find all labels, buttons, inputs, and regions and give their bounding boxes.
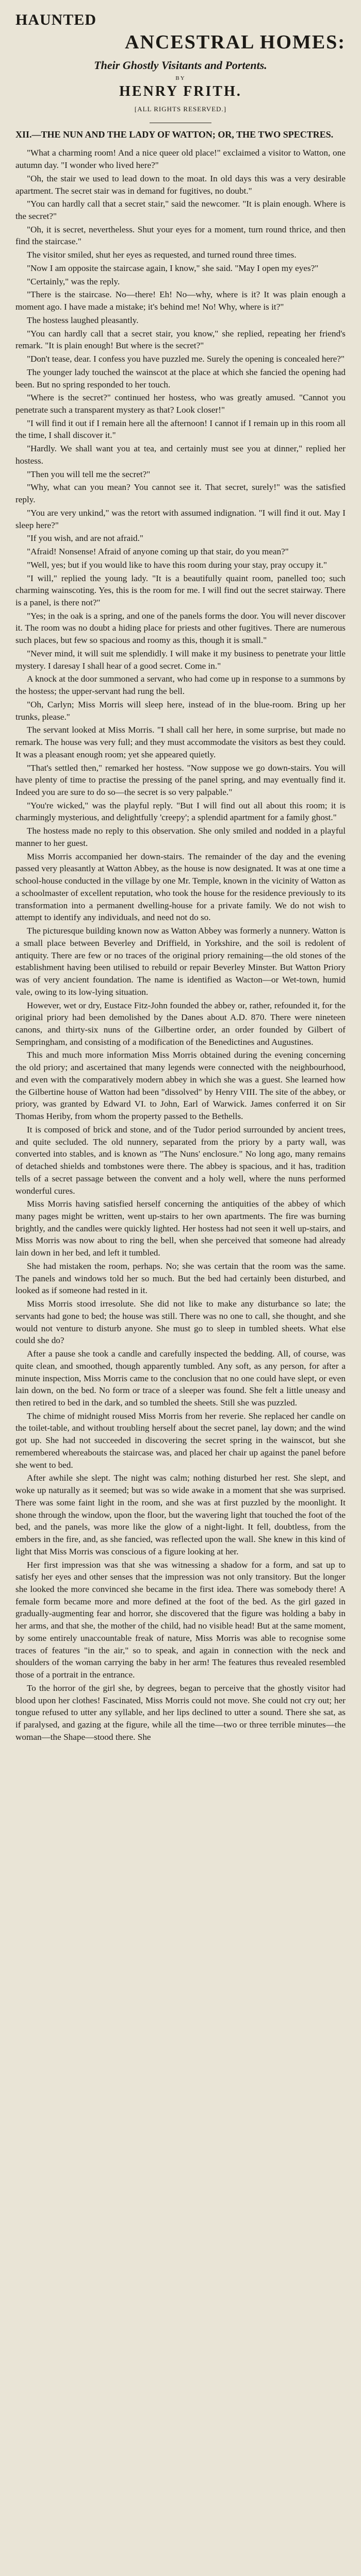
article-paragraph: Miss Morris stood irresolute. She did not like to make any disturbance so late; the servants had gone to bed; the house was still. There was no one to call, she thought, and she would not venture to disturb anyone. She must go to sleep in tumbled sheets. What else could she do? [15, 1299, 346, 1346]
article-paragraph: "Now I am opposite the staircase again, I know," she said. "May I open my eyes?" [27, 263, 319, 273]
article-paragraph: After a pause she took a candle and carefully inspected the bedding. All, of course, was quite clean, and smoothed, though apparently tumbled. Any soft, as any person, for after a minute inspection, Miss Morris came to the conclusion that no one could have slept, or even lain down, on the bed. No form or trace of a sleeper was found. She felt a little uneasy and then retired to bed in the dark, and so tumbled the sheets. Still she was puzzled. [15, 1349, 346, 1408]
author-name: HENRY FRITH. [119, 83, 242, 99]
article-paragraph: "Certainly," was the reply. [27, 276, 120, 286]
article-paragraph: "Yes; in the oak is a spring, and one of the panels forms the door. You will never discover it. The room was no doubt a hiding place for priests and other fugitives. There are numerous such places, but few so spacious and roomy as this, though it is small." [15, 611, 346, 646]
article-paragraph: "Where is the secret?" continued her hostess, who was greatly amused. "Cannot you penetrate such a transparent mystery as that? Look closer!" [15, 393, 346, 415]
article-paragraph: "Don't tease, dear. I confess you have puzzled me. Surely the opening is concealed here?" [27, 354, 345, 364]
article-body [15, 147, 346, 1743]
article-paragraph: "I will find it out if I remain here all the afternoon! I cannot if I remain up in this room all the time, I shall discover it." [15, 418, 346, 440]
article-paragraph: However, wet or dry, Eustace Fitz-John founded the abbey or, rather, refounded it, for the original priory had been demolished by the Danes about A.D. 870. There were nineteen canons, and thirty-six nuns of the Gilbertine order, an order founded by Gilbert of Sempringham, and consisting of a modification of the Benedictines and Augustines. [15, 1000, 346, 1047]
byline-by: BY [175, 75, 186, 81]
article-paragraph: Miss Morris accompanied her down-stairs. The remainder of the day and the evening passed very pleasantly at Watton Abbey, as the house is now designated. It was at one time a school-house conducted in the village by one Mr. Temple, known in the vicinity of Watton as a schoolmaster of excellent reputation, who took the house for the residence previously to its transformation into a permanent dwelling-house for a private family. We do not wish to attempt to identify any individuals, and need not do so. [15, 851, 346, 923]
article-paragraph: "There is the staircase. No—there! Eh! No—why, where is it? It was plain enough a moment ago. I have made a mistake; it's behind me! No! Why, where is it?" [15, 290, 346, 312]
article-paragraph: "Never mind, it will suit me splendidly. I will make it my business to penetrate your little mystery. I daresay I shall hear of a good secret. Come in." [15, 648, 346, 671]
article-paragraph: Miss Morris having satisfied herself concerning the antiquities of the abbey of which many pages might be written, went up-stairs to her own apartments. The fire was burning brightly, and the candles were quickly lighted. Her hostess had not seen it well up-stairs, and Miss Morris was now about to ring the bell, when she perceived that someone had already lain down in her bed, and left it tumbled. [15, 1199, 346, 1258]
article-paragraph: "You can hardly call that a secret stair," said the newcomer. "It is plain enough. Where is the secret?" [15, 199, 346, 221]
article-paragraph: "If you wish, and are not afraid." [27, 533, 143, 544]
article-paragraph: "You're wicked," was the playful reply. "But I will find out all about this room; it is charmingly mysterious, and delightfully 'creepy'; a splendid apartment for a family ghost." [15, 800, 346, 823]
article-paragraph: "Then you will tell me the secret?" [27, 469, 151, 479]
article-paragraph: "You are very unkind," was the retort with assumed indignation. "I will find it out. May I sleep here?" [15, 507, 346, 530]
article-paragraph: Her first impression was that she was witnessing a shadow for a form, and sat up to satisfy her eyes and other senses that the impression was not only transitory. But the longer she looked the more convinced she became in the first idea. There was somebody there! A female form became more and more defined at the foot of the bed. As the girl gazed in gradually-augmenting fear and horror, she discovered that the figure was holding a baby in her arms, and that she, the mother of the child, had no visible head! But at the same moment, by some entirely unaccountable freak of nature, Miss Morris was able to recognise some traces of features "in the air," so to speak, and again in connection with the neck and shoulders of the woman carrying the baby in her arm! The features thus revealed resembled those of a portrait in the entrance. [15, 1560, 346, 1680]
article-paragraph: After awhile she slept. The night was calm; nothing disturbed her rest. She slept, and woke up naturally as it seemed; but was so wide awake in a moment that she was surprised. There was some faint light in the room, and she was at first puzzled by the moonlight. It shone through the window, upon the floor, but the wavering light that touched the foot of the bed, and the panels, was more like the glow of a night-light. It fell, doubtless, from the embers in the fire, and, as she fancied, was reflected upon the wall. She knew in this kind of light that Miss Morris was conscious of a figure looking at her. [15, 1473, 346, 1556]
article-paragraph: A knock at the door summoned a servant, who had come up in response to a summons by the hostess; the upper-servant had rung the bell. [15, 674, 346, 697]
article-paragraph: "Oh, the stair we used to lead down to the moat. In old days this was a very desirable apartment. The secret stair was in demand for fugitives, no doubt." [15, 173, 346, 196]
article-paragraph: The younger lady touched the wainscot at the place at which she fancied the opening had been. But no spring responded to her touch. [15, 367, 346, 389]
article-paragraph: It is composed of brick and stone, and of the Tudor period surrounded by ancient trees, and quite secluded. The old nunnery, separated from the priory by a party wall, was converted into stables, and is known as "The Nuns' enclosure." No long ago, many remains of detached shields and tombstones were there. The abbey is spacious, and it has, tradition tells of a secret passage between the convent and a holy well, where the nuns performed wonderful cures. [15, 1124, 346, 1196]
article-paragraph: The picturesque building known now as Watton Abbey was formerly a nunnery. Watton is a small place between Beverley and Driffield, in Yorkshire, and the soil is redolent of antiquity. There are few or no traces of the original priory remaining—the old stones of the establishment having been utilised to rebuild or repair Beverley Minster. But Watton Priory was of very ancient foundation. The name is identified as Wacton—or Wet-town, humid vale, owing to its low-lying situation. [15, 926, 346, 997]
article-paragraph: The chime of midnight roused Miss Morris from her reverie. She replaced her candle on the toilet-table, and without troubling herself about the secret panel, lay down; and the wind got up. She had not succeeded in discovering the secret spring in the wainscot, but she remembered whereabouts the staircase was, and placed her chair up against the panel before she went to bed. [15, 1411, 346, 1470]
article-paragraph: The servant looked at Miss Morris. "I shall call her here, in some surprise, but made no remark. The house was very full; and they must accommodate the visitors as best they could. It was a pleasant enough room; yet she appeared quietly. [15, 725, 346, 759]
article-paragraph: "What a charming room! And a nice queer old place!" exclaimed a visitor to Watton, one autumn day. "I wonder who lived here?" [15, 148, 346, 171]
article-paragraph: She had mistaken the room, perhaps. No; she was certain that the room was the same. The panels and windows told her so much. But the bed had certainly been disturbed, and looked as if someone had rested in it. [15, 1261, 346, 1296]
series-kicker: HAUNTED [15, 11, 97, 28]
article-paragraph: The hostess made no reply to this observation. She only smiled and nodded in a playful manner to her guest. [15, 826, 346, 848]
article-paragraph: To the horror of the girl she, by degrees, began to perceive that the ghostly visitor had blood upon her clothes! Fascinated, Miss Morris could not move. She could not cry out; her tongue refused to utter any syllable, and her lips declined to utter a sound. There she sat, as if paralysed, and gazing at the figure, while all the time—two or three terrible minutes—the woman—the Shape—stood there. She [15, 1683, 346, 1742]
article-paragraph: "Hardly. We shall want you at tea, and certainly must see you at dinner," replied her hostess. [15, 444, 346, 466]
article-paragraph: "Afraid! Nonsense! Afraid of anyone coming up that stair, do you mean?" [27, 547, 289, 557]
rights-notice: [ALL RIGHTS RESERVED.] [134, 105, 227, 113]
article-paragraph: "I will," replied the young lady. "It is a beautifully quaint room, panelled too; such charming wainscoting. Yes, this is the room for me. I will find out the secret stairway. There is a panel, is there not?" [15, 573, 346, 607]
newspaper-column [15, 0, 346, 1743]
article-paragraph: "Well, yes; but if you would like to have this room during your stay, pray occupy it." [27, 560, 327, 570]
article-paragraph: "Oh, Carlyn; Miss Morris will sleep here, instead of in the blue-room. Bring up her trunks, please." [15, 699, 346, 722]
article-paragraph: The hostess laughed pleasantly. [27, 315, 139, 325]
article-paragraph: The visitor smiled, shut her eyes as requested, and turned round three times. [27, 250, 297, 260]
series-title: ANCESTRAL HOMES: [125, 31, 346, 53]
article-paragraph: "Oh, it is secret, nevertheless. Shut your eyes for a moment, turn round thrice, and then find the staircase." [15, 224, 346, 247]
article-paragraph: "That's settled then," remarked her hostess. "Now suppose we go down-stairs. You will have plenty of time to practise the pressing of the panel spring, and may eventually find it. Indeed you are sure to do so—the secret is so very palpable." [15, 762, 346, 798]
series-subtitle: Their Ghostly Visitants and Portents. [94, 59, 267, 72]
article-paragraph: This and much more information Miss Morris obtained during the evening concerning the old priory; and ascertained that many legends were connected with the neighbourhood, and even with the comparatively modern abbey in which she was a guest. She learned how the Gilbertine house of Watton had been "dissolved" by Henry VIII. The site of the abbey, or priory, was granted by Edward VI. to John, Earl of Warwick. James conferred it on Sir Thomas Heriby, from whom the property passed to the Bethells. [15, 1050, 346, 1122]
article-paragraph: "Why, what can you mean? You cannot see it. That secret, surely!" was the satisfied reply. [15, 482, 346, 505]
article-paragraph: "You can hardly call that a secret stair, you know," she replied, repeating her friend's remark. "It is plain enough! But where is the secret?" [15, 328, 346, 351]
chapter-heading: XII.—THE NUN AND THE LADY OF WATTON; OR, THE TWO SPECTRES. [15, 129, 334, 140]
